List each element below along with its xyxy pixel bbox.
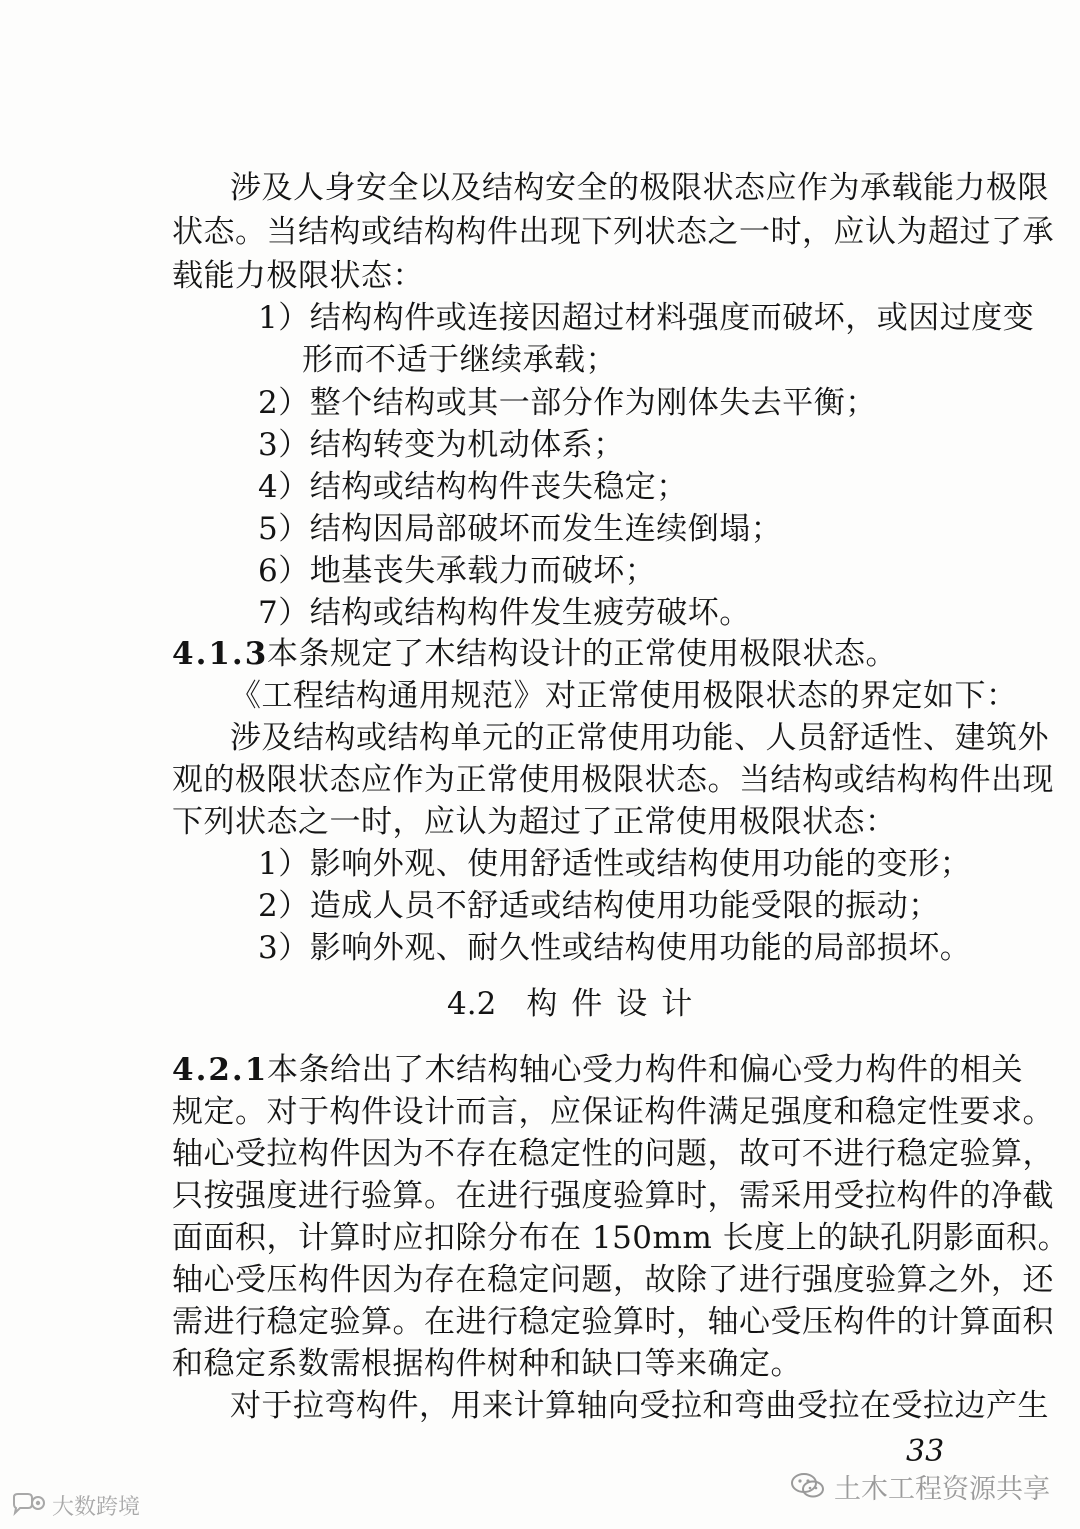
list-item xyxy=(258,844,971,884)
list-item-number: 3） xyxy=(258,427,310,463)
list-item xyxy=(258,593,751,633)
list-item xyxy=(258,298,1034,338)
list-item-text: 影响外观、耐久性或结构使用功能的局部损坏。 xyxy=(309,930,972,966)
clause-number: 4.1.3 xyxy=(172,636,269,672)
list-item-text: 造成人员不舒适或结构使用功能受限的振动； xyxy=(309,888,940,924)
watermark-text: 大数跨境 xyxy=(52,1494,141,1520)
list-item-number: 5） xyxy=(258,511,310,547)
list-item-text: 结构构件或连接因超过材料强度而破坏，或因过度变 xyxy=(309,300,1035,336)
paragraph-line: 轴心受拉构件因为不存在稳定性的问题，故可不进行稳定验算， xyxy=(172,1136,1054,1172)
paragraph-line: 需进行稳定验算。在进行稳定验算时，轴心受压构件的计算面积 xyxy=(172,1304,1054,1340)
paragraph-line: 轴心受压构件因为存在稳定问题，故除了进行强度验算之外，还 xyxy=(172,1262,1054,1298)
list-item-number: 7） xyxy=(258,595,310,631)
list-item-text: 整个结构或其一部分作为刚体失去平衡； xyxy=(309,385,877,421)
chat-bubble-logo-icon xyxy=(10,1491,48,1519)
list-item xyxy=(258,551,656,591)
list-item-text: 结构或结构构件丧失稳定； xyxy=(309,469,688,505)
list-item-number: 1） xyxy=(258,846,310,882)
clause-4-2-1 xyxy=(172,1050,1023,1090)
list-item xyxy=(258,425,625,465)
list-item-text: 地基丧失承载力而破坏； xyxy=(309,553,657,589)
paragraph-line: 《工程结构通用规范》对正常使用极限状态的界定如下： xyxy=(230,678,1018,714)
section-heading-number: 4.2 xyxy=(447,986,497,1022)
list-item-number: 3） xyxy=(258,930,310,966)
paragraph-line: 对于拉弯构件，用来计算轴向受拉和弯曲受拉在受拉边产生 xyxy=(230,1388,1049,1424)
list-item xyxy=(258,467,688,507)
clause-number: 4.2.1 xyxy=(172,1052,269,1088)
list-item-number: 2） xyxy=(258,385,310,421)
paragraph-line: 和稳定系数需根据构件树种和缺口等来确定。 xyxy=(172,1346,802,1382)
paragraph-line: 只按强度进行验算。在进行强度验算时，需采用受拉构件的净截 xyxy=(172,1178,1054,1214)
paragraph-line: 面面积，计算时应扣除分布在 150mm 长度上的缺孔阴影面积。 xyxy=(172,1220,1070,1256)
list-item-text: 影响外观、使用舒适性或结构使用功能的变形； xyxy=(309,846,972,882)
list-item-continuation: 形而不适于继续承载； xyxy=(302,342,617,378)
section-heading xyxy=(447,984,706,1024)
paragraph-line: 状态。当结构或结构构件出现下列状态之一时，应认为超过了承 xyxy=(172,214,1054,250)
list-item xyxy=(258,383,877,423)
watermark-text: 土木工程资源共享 xyxy=(834,1473,1050,1505)
clause-text: 本条给出了木结构轴心受力构件和偏心受力构件的相关 xyxy=(267,1052,1023,1088)
list-item xyxy=(258,509,782,549)
list-item-text: 结构或结构构件发生疲劳破坏。 xyxy=(309,595,751,631)
paragraph-line: 涉及人身安全以及结构安全的极限状态应作为承载能力极限 xyxy=(230,170,1049,206)
list-item xyxy=(258,886,940,926)
paragraph-line: 载能力极限状态： xyxy=(172,258,424,294)
list-item-number: 4） xyxy=(258,469,310,505)
list-item-text: 结构因局部破坏而发生连续倒塌； xyxy=(309,511,783,547)
source-watermark xyxy=(10,1488,140,1522)
list-item-text: 结构转变为机动体系； xyxy=(309,427,625,463)
paragraph-line: 涉及结构或结构单元的正常使用功能、人员舒适性、建筑外 xyxy=(230,720,1049,756)
section-heading-title: 构件设计 xyxy=(526,986,707,1022)
paragraph-line: 规定。对于构件设计而言，应保证构件满足强度和稳定性要求。 xyxy=(172,1094,1054,1130)
wechat-icon xyxy=(790,1471,826,1501)
paragraph-line: 观的极限状态应作为正常使用极限状态。当结构或结构构件出现 xyxy=(172,762,1054,798)
list-item xyxy=(258,928,971,968)
list-item-number: 1） xyxy=(258,300,310,336)
list-item-number: 6） xyxy=(258,553,310,589)
wechat-watermark xyxy=(790,1466,1050,1506)
page-number: 33 xyxy=(906,1434,945,1469)
clause-text: 本条规定了木结构设计的正常使用极限状态。 xyxy=(267,636,897,672)
clause-4-1-3 xyxy=(172,634,897,674)
list-item-number: 2） xyxy=(258,888,310,924)
paragraph-line: 下列状态之一时，应认为超过了正常使用极限状态： xyxy=(172,804,897,840)
